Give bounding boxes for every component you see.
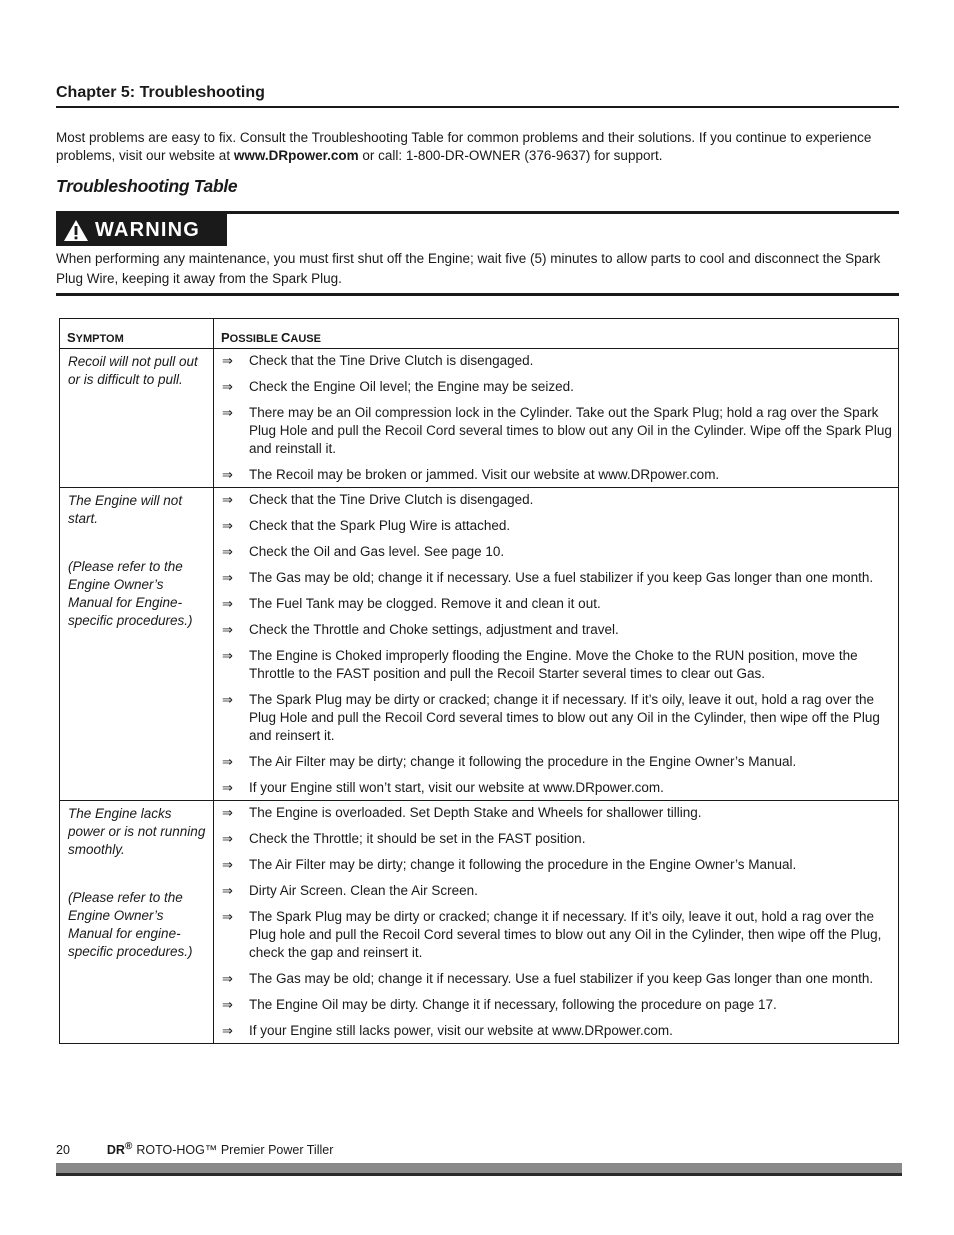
website-link: www.DRpower.com: [233, 148, 359, 163]
arrow-icon: ⇒: [222, 971, 233, 986]
cause-text: The Engine is overloaded. Set Depth Stake and Wheels for shallower tilling.: [249, 805, 702, 820]
chapter-title: Chapter 5: Troubleshooting: [56, 84, 265, 101]
arrow-icon: ⇒: [222, 405, 233, 420]
cause-item: [222, 691, 892, 745]
cause-item: [222, 517, 892, 535]
cause-item: [222, 352, 892, 370]
arrow-icon: ⇒: [222, 857, 233, 872]
cause-item: [222, 830, 892, 848]
cause-header: [214, 319, 899, 349]
arrow-icon: ⇒: [222, 379, 233, 394]
cause-text: The Engine Oil may be dirty. Change it if necessary, following the procedure on page 17.: [249, 997, 777, 1012]
cause-text: Check the Oil and Gas level. See page 10.: [249, 544, 505, 559]
cause-item: [222, 491, 892, 509]
symptom-text: The Engine lacks power or is not running smoothly.: [68, 806, 206, 857]
cause-text: The Air Filter may be dirty; change it following the procedure in the Engine Owner’s Manual.: [249, 754, 797, 769]
cause-item: [222, 466, 892, 484]
arrow-icon: ⇒: [222, 754, 233, 769]
arrow-icon: ⇒: [222, 997, 233, 1012]
intro-paragraph: [56, 129, 896, 165]
causes-cell: [214, 801, 899, 1044]
symptom-cell: [60, 488, 214, 801]
registered-mark: ®: [124, 1141, 133, 1152]
cause-text: Check the Engine Oil level; the Engine may be seized.: [249, 379, 574, 394]
page-number: 20: [56, 1143, 70, 1158]
cause-text: Check that the Spark Plug Wire is attached.: [249, 518, 511, 533]
warning-badge: [56, 214, 227, 246]
symptom-note: (Please refer to the Engine Owner’s Manual for Engine-specific procedures.): [68, 559, 193, 628]
arrow-icon: ⇒: [222, 492, 233, 507]
symptom-cell: [60, 801, 214, 1044]
cause-item: [222, 779, 892, 797]
cause-text: The Gas may be old; change it if necessary. Use a fuel stabilizer if you keep Gas longer than one month.: [249, 971, 874, 986]
arrow-icon: ⇒: [222, 622, 233, 637]
symptom-text: The Engine will not start.: [68, 493, 183, 526]
footer-bar-rule: [56, 1173, 902, 1176]
cause-item: [222, 804, 892, 822]
cause-text: If your Engine still won’t start, visit our website at www.DRpower.com.: [249, 780, 664, 795]
header-cap: C: [281, 330, 291, 345]
warning-text: When performing any maintenance, you must first shut off the Engine; wait five (5) minutes to allow parts to cool and disconnect the Spark Plug Wire, keeping it away from the Spark Plug.: [56, 251, 881, 286]
cause-text: Dirty Air Screen. Clean the Air Screen.: [249, 883, 478, 898]
cause-item: [222, 595, 892, 613]
cause-item: [222, 996, 892, 1014]
cause-item: [222, 404, 892, 458]
arrow-icon: ⇒: [222, 467, 233, 482]
cause-text: The Spark Plug may be dirty or cracked; change it if necessary. If it’s oily, leave it out, hold a rag over the Plug Hole and pull the Recoil Cord several times to blow out any Oil in the Cylinder, then wipe off the Plug and reinsert it.: [249, 692, 880, 743]
arrow-icon: ⇒: [222, 544, 233, 559]
arrow-icon: ⇒: [222, 909, 233, 924]
arrow-icon: ⇒: [222, 596, 233, 611]
arrow-icon: ⇒: [222, 692, 233, 707]
warning-triangle-icon: [63, 219, 89, 242]
cause-item: [222, 882, 892, 900]
header-rest: AUSE: [290, 333, 321, 345]
cause-text: If your Engine still lacks power, visit our website at www.DRpower.com.: [249, 1023, 673, 1038]
arrow-icon: ⇒: [222, 780, 233, 795]
symptom-cell: [60, 349, 214, 488]
causes-cell: [214, 488, 899, 801]
header-rest: OSSIBLE: [229, 333, 282, 345]
cause-text: The Spark Plug may be dirty or cracked; change it if necessary. If it’s oily, leave it out, hold a rag over the Plug hole and pull the Recoil Cord several times to blow out any Oil in the Cylinder, then wipe off the Plug, check the gap and reinsert it.: [249, 909, 882, 960]
cause-text: There may be an Oil compression lock in the Cylinder. Take out the Spark Plug; hold a rag over the Spark Plug Hole and pull the Recoil Cord several times to blow out any Oil in the Cylinder. Wipe off the Spark Plug and reinstall it.: [249, 405, 892, 456]
cause-text: The Recoil may be broken or jammed. Visit our website at www.DRpower.com.: [249, 467, 720, 482]
arrow-icon: ⇒: [222, 831, 233, 846]
arrow-icon: ⇒: [222, 570, 233, 585]
arrow-icon: ⇒: [222, 353, 233, 368]
cause-item: [222, 753, 892, 771]
cause-text: Check the Throttle; it should be set in the FAST position.: [249, 831, 586, 846]
product-name: ROTO-HOG™ Premier Power Tiller: [136, 1143, 334, 1158]
cause-item: [222, 1022, 892, 1040]
cause-text: Check that the Tine Drive Clutch is disengaged.: [249, 492, 534, 507]
intro-text-after: or call: 1-800-DR-OWNER (376-9637) for support.: [358, 148, 663, 163]
cause-item: [222, 970, 892, 988]
cause-item: [222, 647, 892, 683]
cause-text: The Engine is Choked improperly flooding the Engine. Move the Choke to the RUN position, move the Throttle to the FAST position and pull the Recoil Starter several times to clear out Gas.: [249, 648, 858, 681]
table-row: [60, 349, 899, 488]
cause-text: Check that the Tine Drive Clutch is disengaged.: [249, 353, 534, 368]
symptom-header: [60, 319, 214, 349]
arrow-icon: ⇒: [222, 518, 233, 533]
cause-text: The Fuel Tank may be clogged. Remove it and clean it out.: [249, 596, 601, 611]
warning-bottom-divider: [56, 293, 899, 296]
cause-text: The Gas may be old; change it if necessary. Use a fuel stabilizer if you keep Gas longer than one month.: [249, 570, 874, 585]
cause-item: [222, 908, 892, 962]
header-cap: S: [67, 330, 76, 345]
table-row: [60, 801, 899, 1044]
section-title: Troubleshooting Table: [56, 176, 238, 196]
warning-label: WARNING: [95, 218, 201, 241]
table-body: [60, 349, 899, 1044]
cause-item: [222, 569, 892, 587]
arrow-icon: ⇒: [222, 648, 233, 663]
arrow-icon: ⇒: [222, 1023, 233, 1038]
page-footer: [56, 1141, 333, 1157]
cause-item: [222, 543, 892, 561]
symptom-note: (Please refer to the Engine Owner’s Manual for engine-specific procedures.): [68, 890, 193, 959]
arrow-icon: ⇒: [222, 883, 233, 898]
header-cap: P: [221, 330, 230, 345]
brand-text: DR: [106, 1143, 125, 1158]
arrow-icon: ⇒: [222, 805, 233, 820]
cause-text: The Air Filter may be dirty; change it following the procedure in the Engine Owner’s Manual.: [249, 857, 797, 872]
cause-text: Check the Throttle and Choke settings, adjustment and travel.: [249, 622, 619, 637]
header-rest: YMPTOM: [75, 333, 124, 345]
footer-bar: [56, 1163, 902, 1173]
chapter-divider: [56, 106, 899, 108]
troubleshooting-table: [59, 318, 899, 1044]
intro-text-before: Most problems are easy to fix. Consult the Troubleshooting Table for common problems and their solutions. If you continue to experience problems, visit our website at: [56, 130, 872, 163]
symptom-text: Recoil will not pull out or is difficult to pull.: [68, 354, 198, 387]
table-header-row: [60, 319, 899, 349]
cause-item: [222, 621, 892, 639]
brand-name: [107, 1141, 132, 1157]
table-row: [60, 488, 899, 801]
causes-cell: [214, 349, 899, 488]
cause-item: [222, 856, 892, 874]
cause-item: [222, 378, 892, 396]
